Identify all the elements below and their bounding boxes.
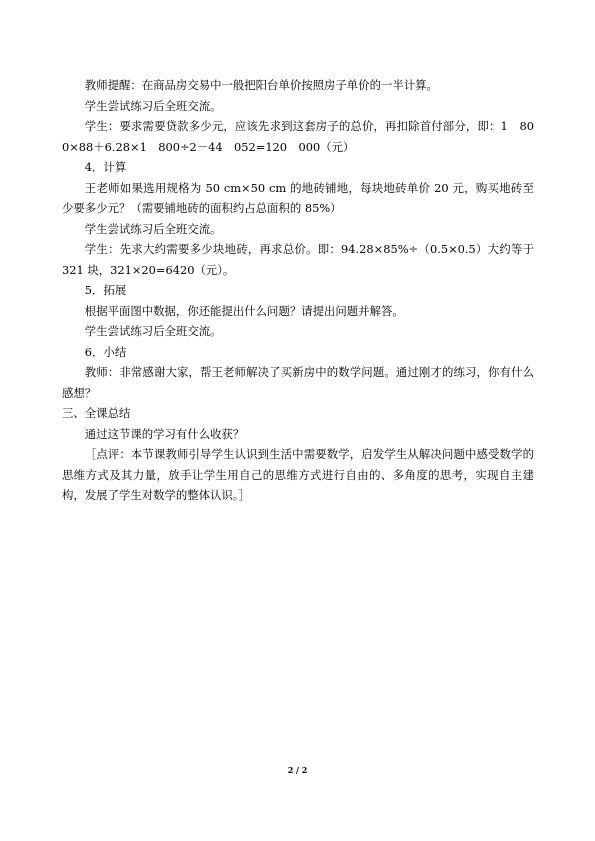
teacher-reminder: 教师提醒：在商品房交易中一般把阳台单价按照房子单价的一半计算。 [84, 78, 438, 92]
section-heading-summary: 6．小结 [84, 344, 127, 359]
class-exchange-2: 学生尝试练习后全班交流。 [84, 221, 222, 236]
section-heading-extension: 5．拓展 [84, 283, 127, 297]
lesson-summary-question: 通过这节课的学习有什么收获？ [84, 426, 245, 441]
page-number: 2 / 2 [287, 765, 308, 775]
class-exchange-1: 学生尝试练习后全班交流。 [84, 98, 222, 113]
student-answer-tiles: 学生：先求大约需要多少块地砖，再求总价。即：94.28×85%÷（0.5×0.5）大约等于 321 块，321×20=6420（元）。 [62, 242, 534, 277]
section-heading-calculate: 4．计算 [84, 160, 127, 174]
document-body [62, 75, 534, 506]
commentary: ［点评：本节课教师引导学生认识到生活中需要数学，启发学生从解决问题中感受数学的思维方式及其力量，放手让学生用自己的思维方式进行自由的、多角度的思考，实现自主建构，发展了学生对数学的整体认识。］ [62, 447, 534, 502]
extension-prompt: 根据平面图中数据，你还能提出什么问题？请提出问题并解答。 [84, 303, 404, 318]
class-exchange-3: 学生尝试练习后全班交流。 [84, 324, 222, 338]
tile-problem: 王老师如果选用规格为 50 cm×50 cm 的地砖铺地，每块地砖单价 20 元，购买地砖至少要多少元？（需要铺地砖的面积约占总面积的 85%） [62, 180, 534, 215]
section-heading-lesson-summary: 三、全课总结 [62, 406, 131, 420]
teacher-summary: 教师：非常感谢大家，帮王老师解决了买新房中的数学问题。通过刚才的练习，你有什么感想？ [62, 365, 534, 400]
student-answer-loan: 学生：要求需要贷款多少元，应该先求到这套房子的总价，再扣除首付部分，即：1 800×88＋6.28×1 800÷2－44 052=120 000（元） [62, 119, 534, 154]
